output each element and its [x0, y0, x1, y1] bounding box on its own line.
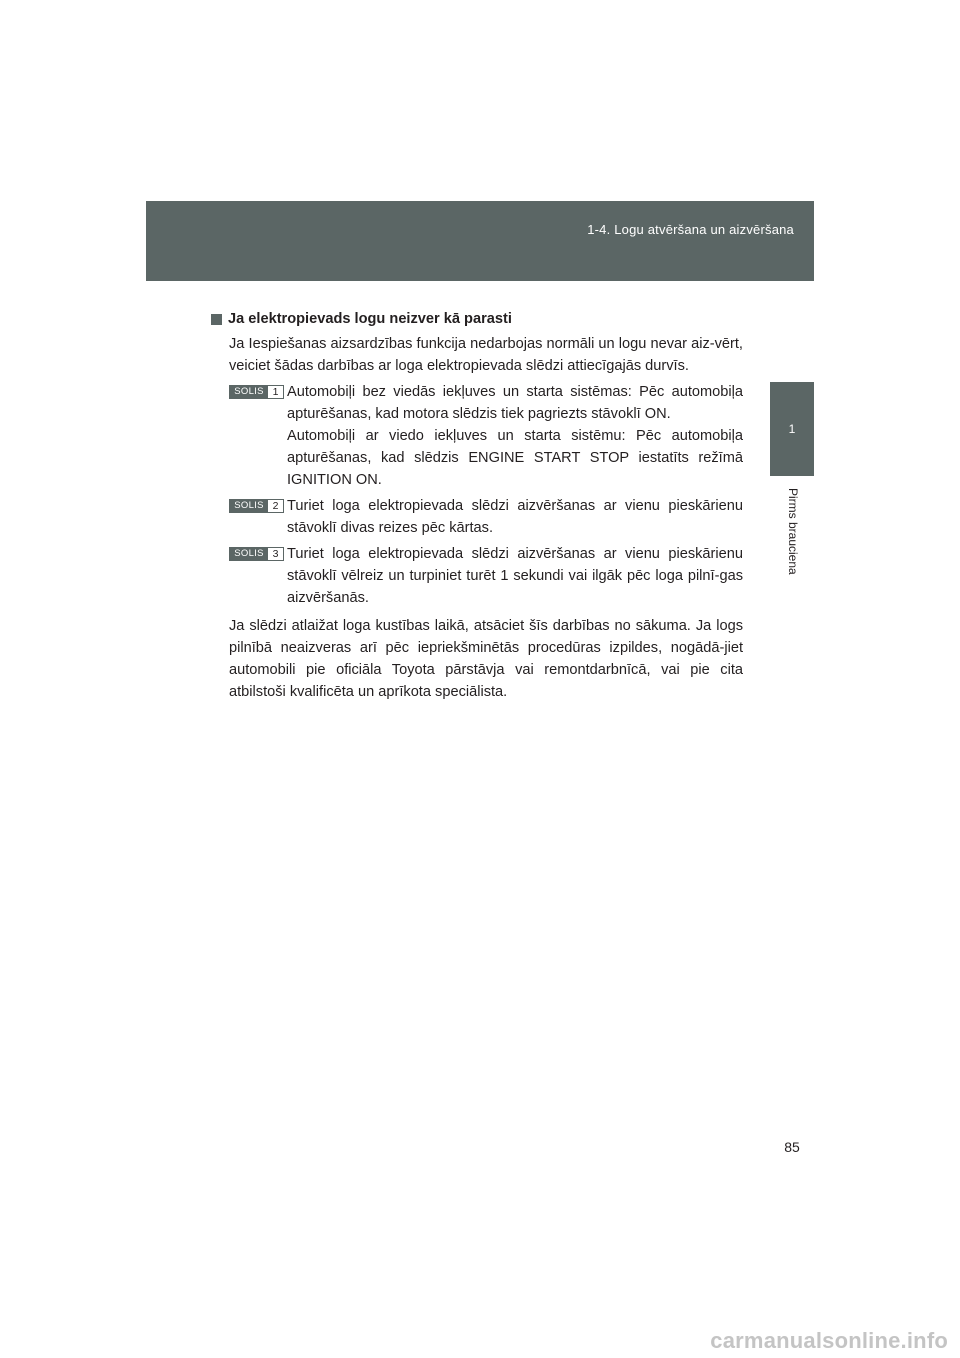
intro-paragraph: Ja Iespiešanas aizsardzības funkcija nedarbojas normāli un logu nevar aiz-vērt, veiciet šādas darbības ar loga elektropievada slēdzi attiecīgajās durvīs. — [229, 336, 743, 374]
step-text — [287, 381, 743, 491]
section-header — [146, 201, 814, 281]
chapter-label: Pirms brauciena — [786, 488, 800, 575]
content-area — [211, 308, 743, 703]
page-number: 85 — [784, 1139, 800, 1155]
step-badge-number: 1 — [268, 386, 283, 398]
step-badge-label: SOLIS — [230, 386, 268, 398]
step-2 — [229, 495, 743, 539]
chapter-number: 1 — [788, 422, 796, 436]
step-line: Turiet loga elektropievada slēdzi aizvēršanas ar vienu pieskārienu stāvoklī divas reizes pēc kārtas. — [287, 498, 743, 536]
step-text — [287, 543, 743, 609]
step-line: Automobiļi bez viedās iekļuves un starta sistēmas: Pēc automobiļa apturēšanas, kad motora slēdzis tiek pagriezts stāvoklī ON. — [287, 384, 743, 422]
subsection-heading — [211, 308, 743, 330]
step-text — [287, 495, 743, 539]
step-badge — [229, 547, 284, 561]
step-line: Automobiļi ar viedo iekļuves un starta sistēmu: Pēc automobiļa apturēšanas, kad slēdzis ENGINE START STOP iestatīts režīmā IGNITION ON. — [287, 428, 743, 488]
step-badge — [229, 499, 284, 513]
section-title: 1-4. Logu atvēršana un aizvēršana — [587, 222, 794, 237]
step-badge-number: 3 — [268, 548, 283, 560]
watermark: carmanualsonline.info — [710, 1328, 948, 1353]
chapter-tab — [770, 382, 814, 476]
step-badge — [229, 385, 284, 399]
heading-text: Ja elektropievads logu neizver kā parasti — [228, 311, 512, 327]
step-badge-label: SOLIS — [230, 548, 268, 560]
step-line: Turiet loga elektropievada slēdzi aizvēršanas ar vienu pieskārienu stāvoklī vēlreiz un turpiniet turēt 1 sekundi vai ilgāk pēc loga pilnī-gas aizvēršanās. — [287, 546, 743, 606]
step-1 — [229, 381, 743, 491]
square-bullet-icon — [211, 314, 222, 325]
step-badge-label: SOLIS — [230, 500, 268, 512]
step-3 — [229, 543, 743, 609]
closing-paragraph: Ja slēdzi atlaižat loga kustības laikā, atsāciet šīs darbības no sākuma. Ja logs pilnībā neaizveras arī pēc iepriekšminētās procedūras izpildes, nogādā-jiet automobili pie oficiāla Toyota pārstāvja vai remontdarbnīcā, vai pie cita atbilstoši kvalificēta un aprīkota speciālista. — [229, 618, 743, 700]
step-badge-number: 2 — [268, 500, 283, 512]
